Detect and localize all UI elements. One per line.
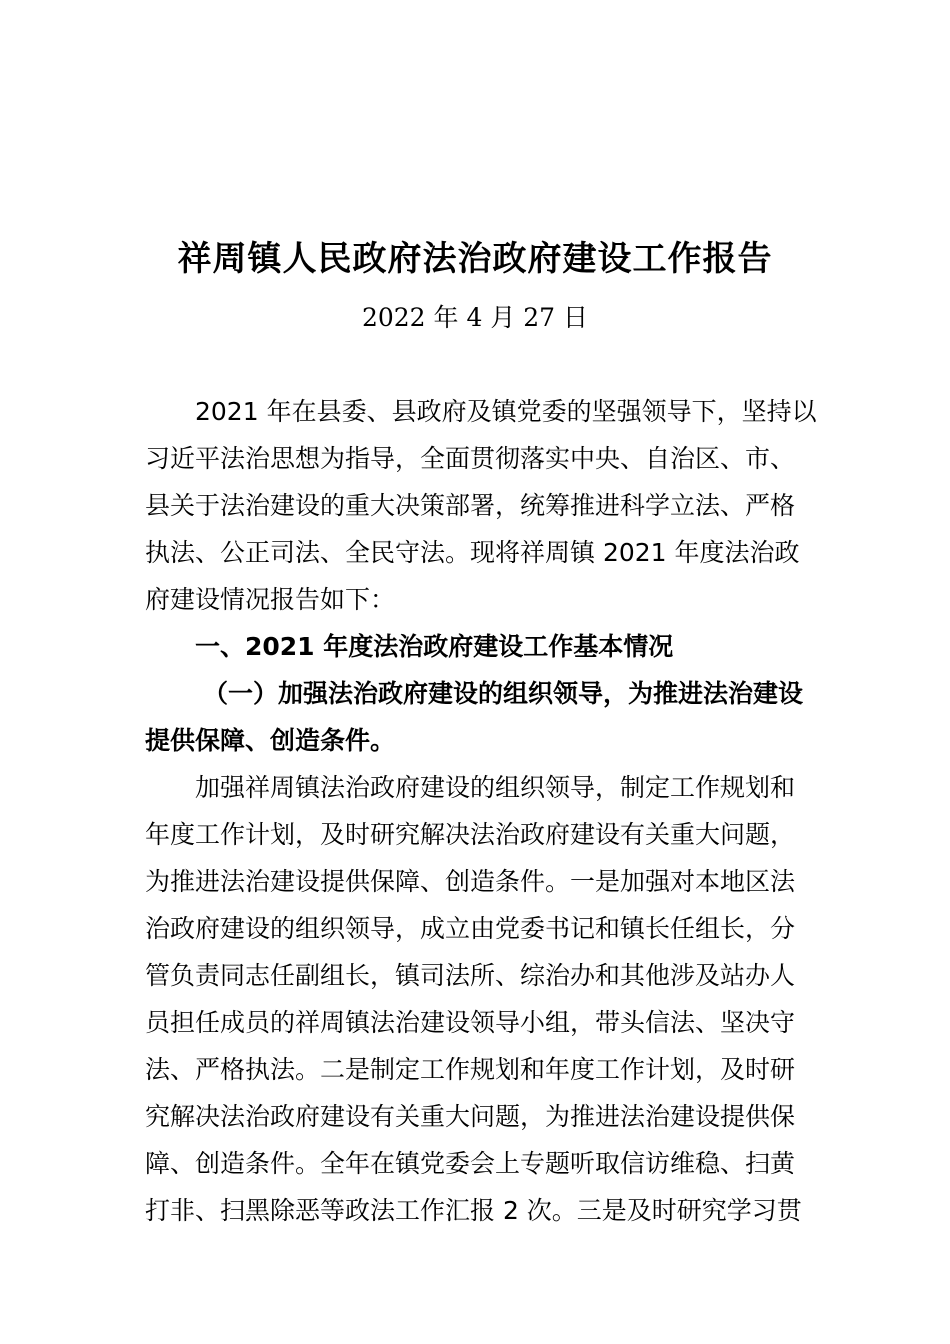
paragraph-line: 执法、公正司法、全民守法。现将祥周镇 2021 年度法治政 <box>145 538 800 567</box>
paragraph-line: 障、创造条件。全年在镇党委会上专题听取信访维稳、扫黄 <box>145 1149 796 1178</box>
paragraph-line: 治政府建设的组织领导，成立由党委书记和镇长任组长，分 <box>145 914 796 943</box>
paragraph-line: 加强祥周镇法治政府建设的组织领导，制定工作规划和 <box>195 773 796 802</box>
document-title: 祥周镇人民政府法治政府建设工作报告 <box>177 239 773 279</box>
paragraph-line: 法、严格执法。二是制定工作规划和年度工作计划，及时研 <box>145 1055 796 1084</box>
paragraph-line: 为推进法治建设提供保障、创造条件。一是加强对本地区法 <box>145 867 796 896</box>
subsection-heading-continued: 提供保障、创造条件。 <box>145 726 396 755</box>
subsection-heading: （一）加强法治政府建设的组织领导，为推进法治建设 <box>203 679 804 708</box>
document-date: 2022 年 4 月 27 日 <box>361 303 589 332</box>
paragraph-line: 2021 年在县委、县政府及镇党委的坚强领导下，坚持以 <box>195 397 817 426</box>
paragraph-line: 究解决法治政府建设有关重大问题，为推进法治建设提供保 <box>145 1102 796 1131</box>
paragraph-line: 府建设情况报告如下： <box>145 585 396 614</box>
section-heading: 一、2021 年度法治政府建设工作基本情况 <box>195 632 674 661</box>
paragraph-line: 员担任成员的祥周镇法治建设领导小组，带头信法、坚决守 <box>145 1008 796 1037</box>
document-body <box>145 388 817 1234</box>
paragraph-line: 年度工作计划，及时研究解决法治政府建设有关重大问题， <box>145 820 796 849</box>
paragraph-line: 打非、扫黑除恶等政法工作汇报 2 次。三是及时研究学习贯 <box>145 1196 802 1225</box>
paragraph-line: 习近平法治思想为指导，全面贯彻落实中央、自治区、市、 <box>145 444 796 473</box>
paragraph-line: 管负责同志任副组长，镇司法所、综治办和其他涉及站办人 <box>145 961 796 990</box>
paragraph-line: 县关于法治建设的重大决策部署，统筹推进科学立法、严格 <box>145 491 796 520</box>
